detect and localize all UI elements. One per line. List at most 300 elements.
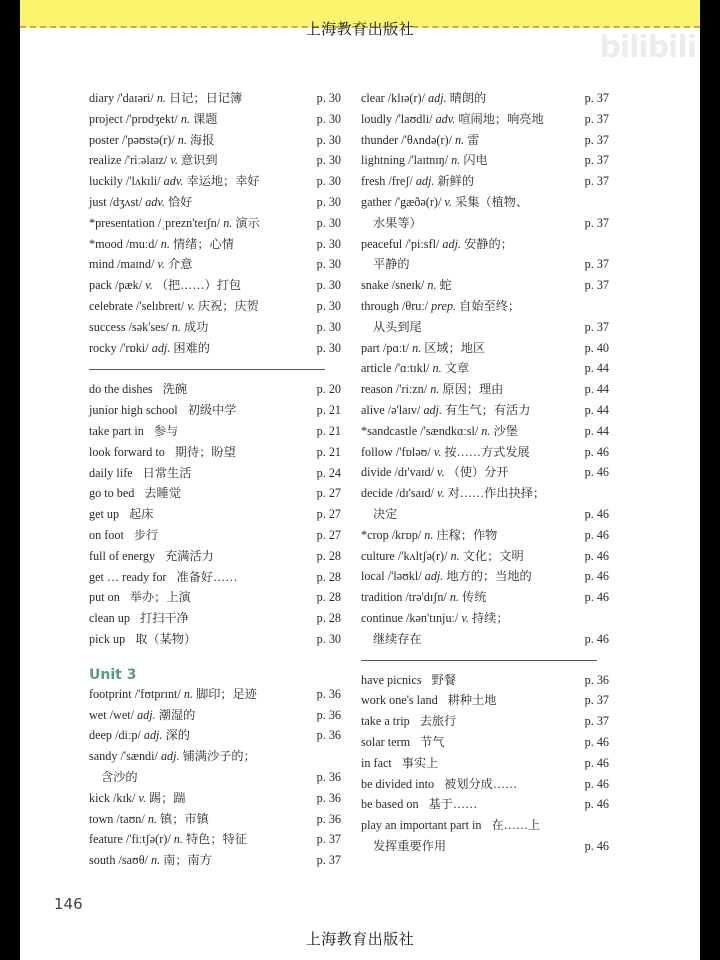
page-reference: p. 30: [316, 132, 341, 147]
phrase-entry: [89, 587, 341, 608]
page-reference: p. 30: [316, 215, 341, 230]
page-reference: p. 46: [584, 755, 609, 770]
vocab-entry: [89, 88, 341, 109]
meaning: 庆祝；庆贺: [197, 298, 259, 313]
page-reference: p. 30: [316, 194, 341, 209]
meaning: 日记；日记簿: [169, 91, 243, 105]
vocab-entry: [361, 358, 609, 379]
meaning: 镇；市镇: [160, 811, 209, 826]
page-reference: p. 36: [316, 728, 341, 743]
meaning: 去旅行: [419, 714, 457, 729]
phonetic: /taʊn/: [116, 811, 145, 826]
phonetic: /krɒp/: [391, 527, 422, 542]
page-reference: p. 44: [584, 382, 609, 397]
phonetic: /θruː/: [401, 298, 429, 313]
headword: celebrate: [89, 298, 133, 313]
phrase-entry: [89, 463, 341, 484]
phonetic: /dɪ'saɪd/: [395, 486, 434, 501]
headword: thunder: [361, 132, 399, 147]
part-of-speech: adj.: [160, 749, 180, 764]
meaning: 基于……: [428, 797, 478, 812]
headword: town: [89, 811, 114, 826]
phonetic: /saʊθ/: [118, 853, 148, 868]
phrase-list-right: [361, 670, 609, 857]
vocab-entry: [89, 684, 341, 705]
page-reference: p. 37: [316, 832, 341, 847]
page-reference: p. 36: [316, 686, 341, 701]
meaning: 采集（植物、: [455, 194, 529, 209]
phrase-entry: [89, 483, 341, 504]
page-reference: p. 37: [584, 174, 609, 189]
word-list-right: [361, 88, 609, 650]
vocab-entry: [89, 254, 341, 275]
meaning: 去睡觉: [144, 486, 181, 501]
vocab-entry: [361, 525, 609, 546]
part-of-speech: n.: [183, 686, 194, 701]
meaning-continued: 从头到尾: [373, 319, 422, 334]
page-reference: p. 46: [584, 797, 609, 812]
phonetic: /pɑːt/: [383, 340, 410, 355]
part-of-speech: adj.: [442, 236, 462, 251]
meaning: 野餐: [431, 672, 456, 687]
meaning: 取（某物）: [135, 631, 197, 646]
meaning: 准备好……: [176, 569, 238, 584]
phrase-entry: [361, 753, 609, 774]
phonetic: /'fʊtprɪnt/: [134, 686, 181, 701]
phonetic: /'piːsfl/: [405, 236, 440, 251]
meaning: 耕种土地: [447, 693, 497, 708]
part-of-speech: adj.: [415, 174, 435, 189]
meaning: （把……）打包: [155, 278, 242, 293]
meaning: 节气: [420, 734, 445, 749]
vocab-entry: [361, 379, 609, 400]
page-reference: p. 30: [316, 153, 341, 168]
headword: *presentation: [89, 215, 155, 230]
headword: feature: [89, 832, 123, 847]
headword: kick: [89, 790, 110, 805]
meaning: 介意: [168, 257, 193, 272]
vocab-entry: [89, 705, 341, 726]
phonetic: /'lʌkɪli/: [125, 174, 161, 189]
publisher-footer: 上海教育出版社: [305, 930, 415, 948]
page-reference: p. 30: [316, 111, 341, 126]
meaning: 安静的；: [464, 236, 513, 251]
meaning: （使）分开: [447, 465, 509, 480]
page-reference: p. 37: [584, 319, 609, 334]
headword: rocky: [89, 340, 117, 355]
page-reference: p. 46: [584, 569, 609, 584]
part-of-speech: v.: [138, 790, 146, 805]
page-reference: p. 30: [316, 298, 341, 313]
phonetic: /'ləʊkl/: [387, 569, 422, 584]
part-of-speech: adj.: [428, 91, 447, 105]
part-of-speech: n.: [160, 236, 170, 251]
page-reference: p. 28: [316, 569, 341, 584]
phonetic: /'fiːtʃə(r)/: [125, 832, 171, 847]
part-of-speech: v.: [157, 257, 165, 272]
page-reference: p. 40: [584, 340, 609, 355]
headword: south: [89, 853, 116, 868]
part-of-speech: adj.: [137, 707, 156, 722]
right-column: [361, 88, 609, 857]
headword: local: [361, 569, 385, 584]
phrase: work one's land: [361, 693, 438, 708]
headword: deep: [89, 728, 113, 743]
headword: loudly: [361, 111, 393, 126]
phonetic: /freʃ/: [388, 174, 413, 189]
part-of-speech: n.: [173, 832, 183, 847]
phonetic: /'riːzn/: [395, 382, 428, 397]
page-reference: p. 46: [584, 590, 609, 605]
headword: luckily: [89, 174, 123, 189]
page-reference: p. 30: [316, 340, 341, 355]
part-of-speech: n.: [432, 361, 442, 376]
part-of-speech: adv.: [435, 111, 456, 126]
phrase-entry: [89, 629, 341, 650]
phonetic: /dʒʌst/: [109, 194, 143, 209]
part-of-speech: v.: [145, 278, 153, 293]
meaning: 自始至终；: [459, 298, 521, 313]
headword: project: [89, 111, 123, 126]
vocab-entry: [361, 275, 609, 296]
meaning: 起床: [129, 507, 154, 522]
word-list-a: [89, 88, 341, 358]
vocab-entry: [361, 566, 609, 587]
phonetic: /'prɒdʒekt/: [125, 111, 178, 126]
phonetic: /'laʊdli/: [395, 111, 433, 126]
meaning: 参与: [153, 423, 179, 438]
phrase-entry: [89, 400, 341, 421]
headword: footprint: [89, 686, 132, 701]
word-list-b: [89, 684, 341, 871]
phrase: go to bed: [89, 486, 135, 501]
section-divider: [361, 660, 597, 661]
headword: realize: [89, 153, 122, 168]
vocab-entry: [89, 213, 341, 234]
meaning: 喧闹地；响亮地: [458, 111, 544, 126]
vocab-entry: [361, 483, 609, 525]
phrase: be based on: [361, 797, 419, 812]
part-of-speech: n.: [147, 811, 157, 826]
phrase: take part in: [89, 423, 144, 438]
part-of-speech: v.: [187, 298, 195, 313]
phrase: junior high school: [89, 403, 178, 418]
headword: article: [361, 361, 392, 376]
headword: wet: [89, 707, 107, 722]
vocab-entry: [361, 88, 609, 109]
phonetic: /ˌprezn'teɪʃn/: [157, 215, 221, 230]
phrase: solar term: [361, 734, 411, 749]
phonetic: /'θʌndə(r)/: [401, 132, 452, 147]
page-reference: p. 46: [584, 444, 609, 459]
phrase: put on: [89, 590, 120, 605]
textbook-page: [20, 0, 700, 960]
meaning: 持续；: [471, 610, 509, 625]
meaning: 晴朗的: [449, 91, 487, 105]
phonetic: /'riːəlaɪz/: [124, 153, 168, 168]
vocab-entry: [361, 192, 609, 234]
meaning: 按……方式发展: [444, 444, 530, 459]
meaning: 特色；特征: [185, 832, 247, 847]
vocab-entry: [361, 421, 609, 442]
phonetic: /kən'tɪnjuː/: [406, 610, 459, 625]
phrase: look forward to: [89, 444, 165, 459]
meaning: 困难的: [173, 340, 210, 355]
meaning: 脚印；足迹: [196, 686, 257, 701]
phonetic: /'sændkɑːsl/: [420, 423, 479, 438]
meaning: 在……上: [491, 818, 541, 833]
page-reference: p. 30: [316, 174, 341, 189]
meaning: 成功: [183, 319, 209, 334]
meaning: 有生气；有活力: [445, 402, 531, 417]
meaning: 文章: [444, 361, 470, 376]
headword: gather: [361, 194, 392, 209]
phrase-entry: [89, 421, 341, 442]
meaning: 打扫干净: [139, 611, 189, 626]
phrase-entry: [89, 379, 341, 400]
meaning-continued: 含沙的: [101, 769, 138, 784]
part-of-speech: n.: [412, 340, 422, 355]
phonetic: /'laɪtnɪŋ/: [408, 153, 449, 168]
vocab-entry: [89, 746, 341, 788]
watermark-logo: bilibili: [599, 30, 696, 65]
meaning: 意识到: [180, 153, 218, 168]
phonetic: /pæk/: [115, 278, 143, 293]
part-of-speech: n.: [449, 590, 459, 605]
meaning: 幸运地；幸好: [186, 174, 260, 189]
part-of-speech: v.: [433, 444, 442, 459]
phonetic: /sneɪk/: [391, 278, 425, 293]
vocab-entry: [361, 338, 609, 359]
vocab-entry: [361, 171, 609, 192]
headword: divide: [361, 465, 392, 480]
phrase-entry: [361, 815, 609, 857]
page-reference: p. 37: [584, 278, 609, 293]
vocab-entry: [89, 234, 341, 255]
vocab-entry: [89, 788, 341, 809]
phrase-entry: [361, 732, 609, 753]
vocab-entry: [89, 150, 341, 171]
page-reference: p. 36: [316, 769, 341, 784]
vocab-entry: [361, 150, 609, 171]
headword: tradition: [361, 590, 403, 605]
vocab-entry: [89, 192, 341, 213]
phonetic: /dɪ'vaɪd/: [394, 465, 434, 480]
vocab-entry: [89, 275, 341, 296]
page-reference: p. 37: [584, 132, 609, 147]
headword: culture: [361, 548, 395, 563]
headword: alive: [361, 402, 385, 417]
vocab-entry: [361, 109, 609, 130]
page-reference: p. 30: [316, 278, 341, 293]
vocab-entry: [361, 400, 609, 421]
vocab-entry: [89, 296, 341, 317]
part-of-speech: n.: [451, 153, 461, 168]
meaning-continued: 平静的: [373, 257, 410, 272]
phonetic: /'kʌltʃə(r)/: [397, 548, 448, 563]
page-reference: p. 28: [316, 548, 341, 563]
phrase: take a trip: [361, 714, 410, 729]
part-of-speech: v.: [444, 194, 452, 209]
page-reference: p. 37: [584, 693, 609, 708]
meaning: 地方的；当地的: [446, 569, 532, 584]
vocab-entry: [361, 130, 609, 151]
headword: poster: [89, 132, 119, 147]
meaning: 原因；理由: [442, 382, 504, 397]
part-of-speech: adj.: [423, 402, 443, 417]
meaning: 庄稼；作物: [436, 527, 498, 542]
meaning: 举办；上演: [129, 590, 191, 605]
page-reference: p. 37: [584, 714, 609, 729]
page-reference: p. 46: [584, 734, 609, 749]
part-of-speech: n.: [481, 423, 491, 438]
page-reference: p. 27: [316, 486, 341, 501]
page-reference: p. 30: [316, 631, 341, 646]
meaning: 闪电: [463, 153, 488, 168]
part-of-speech: n.: [156, 91, 166, 105]
page-reference: p. 46: [584, 838, 609, 853]
vocab-entry: [89, 829, 341, 850]
page-reference: p. 30: [316, 319, 341, 334]
phrase-entry: [361, 794, 609, 815]
phrase: daily life: [89, 465, 133, 480]
headword: clear: [361, 91, 385, 105]
phonetic: /'fɒləʊ/: [395, 444, 431, 459]
meaning: 南；南方: [163, 853, 212, 868]
meaning: 洗碗: [162, 382, 188, 397]
meaning-continued: 水果等）: [373, 215, 422, 230]
page-reference: p. 46: [584, 631, 609, 646]
phrase: pick up: [89, 631, 126, 646]
phrase: full of energy: [89, 548, 156, 563]
part-of-speech: n.: [171, 319, 181, 334]
headword: part: [361, 340, 380, 355]
page-reference: p. 46: [584, 527, 609, 542]
vocab-entry: [89, 850, 341, 871]
page-reference: p. 37: [316, 853, 341, 868]
meaning: 潮湿的: [158, 707, 196, 722]
page-reference: p. 37: [584, 215, 609, 230]
page-reference: p. 27: [316, 527, 341, 542]
vocab-entry: [361, 442, 609, 463]
headword: success: [89, 319, 126, 334]
meaning: 情绪；心情: [172, 236, 234, 251]
phrase: clean up: [89, 611, 130, 626]
phrase: get up: [89, 507, 120, 522]
phrase: play an important part in: [361, 818, 482, 833]
meaning-continued: 继续存在: [373, 631, 422, 646]
page-reference: p. 28: [316, 611, 341, 626]
meaning: 传统: [462, 590, 487, 605]
part-of-speech: n.: [223, 215, 233, 230]
part-of-speech: v.: [437, 465, 445, 480]
meaning: 蛇: [439, 278, 452, 293]
page-reference: p. 46: [584, 548, 609, 563]
page-reference: p. 30: [316, 91, 341, 105]
page-reference: p. 44: [584, 423, 609, 438]
phonetic: /diːp/: [115, 728, 141, 743]
page-reference: p. 24: [316, 465, 341, 480]
meaning-continued: 决定: [373, 506, 398, 521]
meaning: 演示: [235, 215, 260, 230]
phrase-list-a: [89, 379, 341, 649]
page-reference: p. 37: [584, 257, 609, 272]
publisher-header: 上海教育出版社: [305, 20, 415, 38]
page-number: 146: [54, 895, 83, 913]
part-of-speech: v.: [170, 153, 178, 168]
page-reference: p. 37: [584, 111, 609, 126]
vocab-entry: [89, 809, 341, 830]
meaning: 恰好: [168, 194, 193, 209]
page-reference: p. 46: [584, 465, 609, 480]
vocab-entry: [89, 338, 341, 359]
part-of-speech: n.: [455, 132, 465, 147]
phonetic: /'ɑːtɪkl/: [394, 361, 430, 376]
part-of-speech: n.: [427, 278, 437, 293]
page-reference: p. 36: [584, 672, 609, 687]
meaning: 区域；地区: [424, 340, 486, 355]
vocab-entry: [89, 171, 341, 192]
meaning: 深的: [165, 728, 190, 743]
headword: diary: [89, 91, 115, 105]
phrase-entry: [361, 774, 609, 795]
page-reference: p. 37: [584, 153, 609, 168]
meaning: 对……作出抉择；: [447, 486, 546, 501]
page-reference: p. 20: [316, 382, 341, 397]
headword: decide: [361, 486, 393, 501]
phonetic: /klɪə(r)/: [387, 91, 425, 105]
headword: *crop: [361, 527, 389, 542]
phonetic: /'pəʊstə(r)/: [121, 132, 175, 147]
vocab-entry: [361, 296, 609, 338]
part-of-speech: n.: [180, 111, 190, 126]
phonetic: /'gæðə(r)/: [394, 194, 442, 209]
phrase-entry: [361, 670, 609, 691]
meaning: 雷: [467, 132, 480, 147]
meaning: 铺满沙子的；: [182, 749, 256, 764]
left-column: [89, 88, 341, 871]
headword: *sandcastle: [361, 423, 418, 438]
phonetic: /'rɒki/: [119, 340, 149, 355]
phonetic: /'selɪbreɪt/: [136, 298, 185, 313]
page-reference: p. 21: [316, 403, 341, 418]
headword: snake: [361, 278, 389, 293]
meaning: 期待；盼望: [174, 444, 236, 459]
part-of-speech: n.: [430, 382, 440, 397]
headword: lightning: [361, 153, 406, 168]
page-reference: p. 27: [316, 507, 341, 522]
unit-heading: Unit 3: [89, 666, 137, 683]
phonetic: /sək'ses/: [128, 319, 169, 334]
phrase-entry: [361, 711, 609, 732]
headword: just: [89, 194, 107, 209]
part-of-speech: adj.: [151, 340, 171, 355]
phrase-entry: [361, 690, 609, 711]
part-of-speech: adj.: [143, 728, 163, 743]
phrase: be divided into: [361, 776, 435, 791]
page-reference: p. 44: [584, 402, 609, 417]
part-of-speech: adv.: [145, 194, 165, 209]
headword: mind: [89, 257, 115, 272]
meaning: 初级中学: [187, 403, 237, 418]
phonetic: /ə'laɪv/: [387, 402, 421, 417]
page-reference: p. 36: [316, 790, 341, 805]
phonetic: /'daɪəri/: [117, 91, 154, 105]
phrase: do the dishes: [89, 382, 153, 397]
vocab-entry: [361, 234, 609, 276]
vocab-entry: [361, 546, 609, 567]
meaning: 文化；文明: [462, 548, 524, 563]
